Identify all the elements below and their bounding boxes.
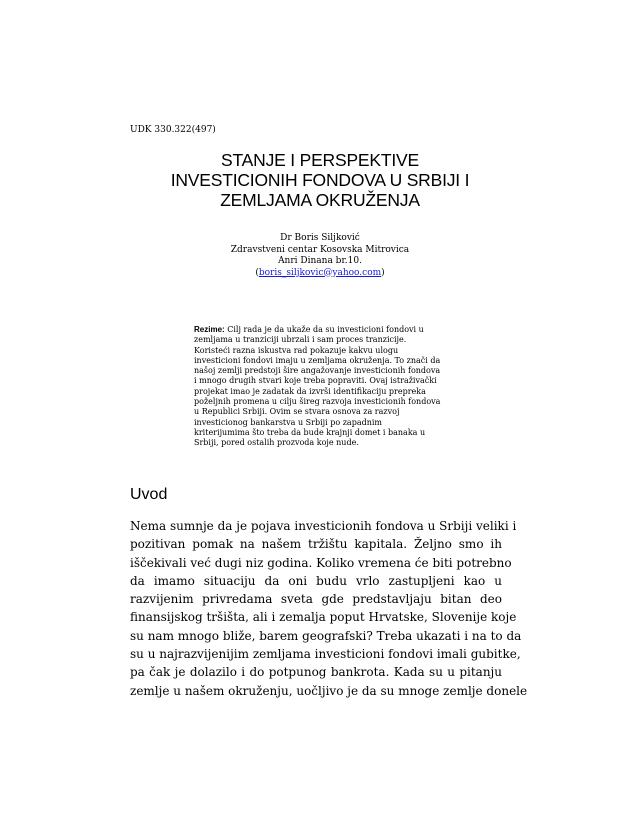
abstract-line: projekat imao je zadatak da izvrši identifikaciju prepreka	[194, 386, 426, 396]
body-line: pozitivan pomak na našem tržištu kapitala. Željno smo ih	[130, 537, 502, 552]
body-line: razvijenim privredama sveta gde predstavljaju bitan deo	[130, 592, 502, 607]
abstract-line: u Republici Srbiji. Ovim se stvara osnova za razvoj	[194, 407, 400, 417]
author-email-link[interactable]: boris_siljkovic@yahoo.com	[258, 267, 382, 278]
udk-code: UDK 330.322(497)	[130, 125, 216, 135]
body-line: su u najrazvijenijim zemljama investicioni fondovi imali gubitke,	[130, 647, 521, 662]
title-line: ZEMLJAMA OKRUŽENJA	[220, 190, 420, 210]
abstract-line: Koristeći razna iskustva rad pokazuje kakvu ulogu	[194, 345, 399, 355]
author-block	[190, 233, 450, 279]
paper-title	[150, 150, 490, 210]
abstract-line: investicionog bankarstva u Srbiji po zapadnim	[194, 417, 383, 427]
abstract-line: zemljama u tranziciji ubrzali i sam proces tranzicije.	[194, 335, 407, 345]
email-close-paren: )	[381, 267, 385, 278]
abstract-line: poželjnih promena u cilju šireg razvoja investicionih fondova	[194, 397, 441, 407]
body-line: da imamo situaciju da oni budu vrlo zastupljeni kao u	[130, 573, 502, 588]
author-address: Anri Dinana br.10.	[278, 256, 362, 266]
abstract-line: investicioni fondovi imaju u zemljama okruženja. To znači da	[194, 355, 441, 365]
abstract-line: Srbiji, pored ostalih prozvoda koje nude.	[194, 438, 359, 448]
abstract-label: Rezime:	[194, 325, 225, 334]
author-affiliation: Zdravstveni centar Kosovska Mitrovica	[230, 244, 410, 255]
body-line: Nema sumnje da je pojava investicionih fondova u Srbiji veliki i	[130, 519, 517, 533]
abstract-line: kriterijumima što treba da bude krajnji domet i banaka u	[194, 427, 426, 437]
section-heading: Uvod	[130, 486, 168, 503]
abstract-text: Cilj rada je da ukaže da su investicioni fondovi u	[227, 325, 424, 334]
author-name: Dr Boris Siljković	[280, 233, 360, 243]
body-line: su nam mnogo bliže, barem geografski? Treba ukazati i na to da	[130, 628, 522, 643]
body-line: finansijskog tršišta, ali i zemalja poput Hrvatske, Slovenije koje	[130, 610, 517, 625]
abstract-line: našoj zemlji predstoji šire angažovanje investicionih fondova	[194, 366, 441, 376]
body-line: iščekivali već dugi niz godina. Koliko vremena će biti potrebno	[130, 555, 512, 570]
body-paragraph	[130, 517, 528, 700]
abstract-line: i mnogo drugih stvari koje treba popraviti. Ovaj istraživački	[194, 376, 437, 386]
email-open-paren: (	[255, 267, 259, 278]
author-email-line	[190, 268, 450, 280]
abstract-line	[194, 325, 458, 335]
body-line: zemlje u našem okruženju, uočljivo je da su mnoge zemlje donele	[130, 683, 528, 698]
title-line: INVESTICIONIH FONDOVA U SRBIJI I	[170, 170, 470, 190]
body-line: pa čak je dolazilo i do potpunog bankrota. Kada su u pitanju	[130, 665, 502, 680]
abstract	[194, 325, 458, 449]
title-line: STANJE I PERSPEKTIVE	[221, 150, 419, 170]
